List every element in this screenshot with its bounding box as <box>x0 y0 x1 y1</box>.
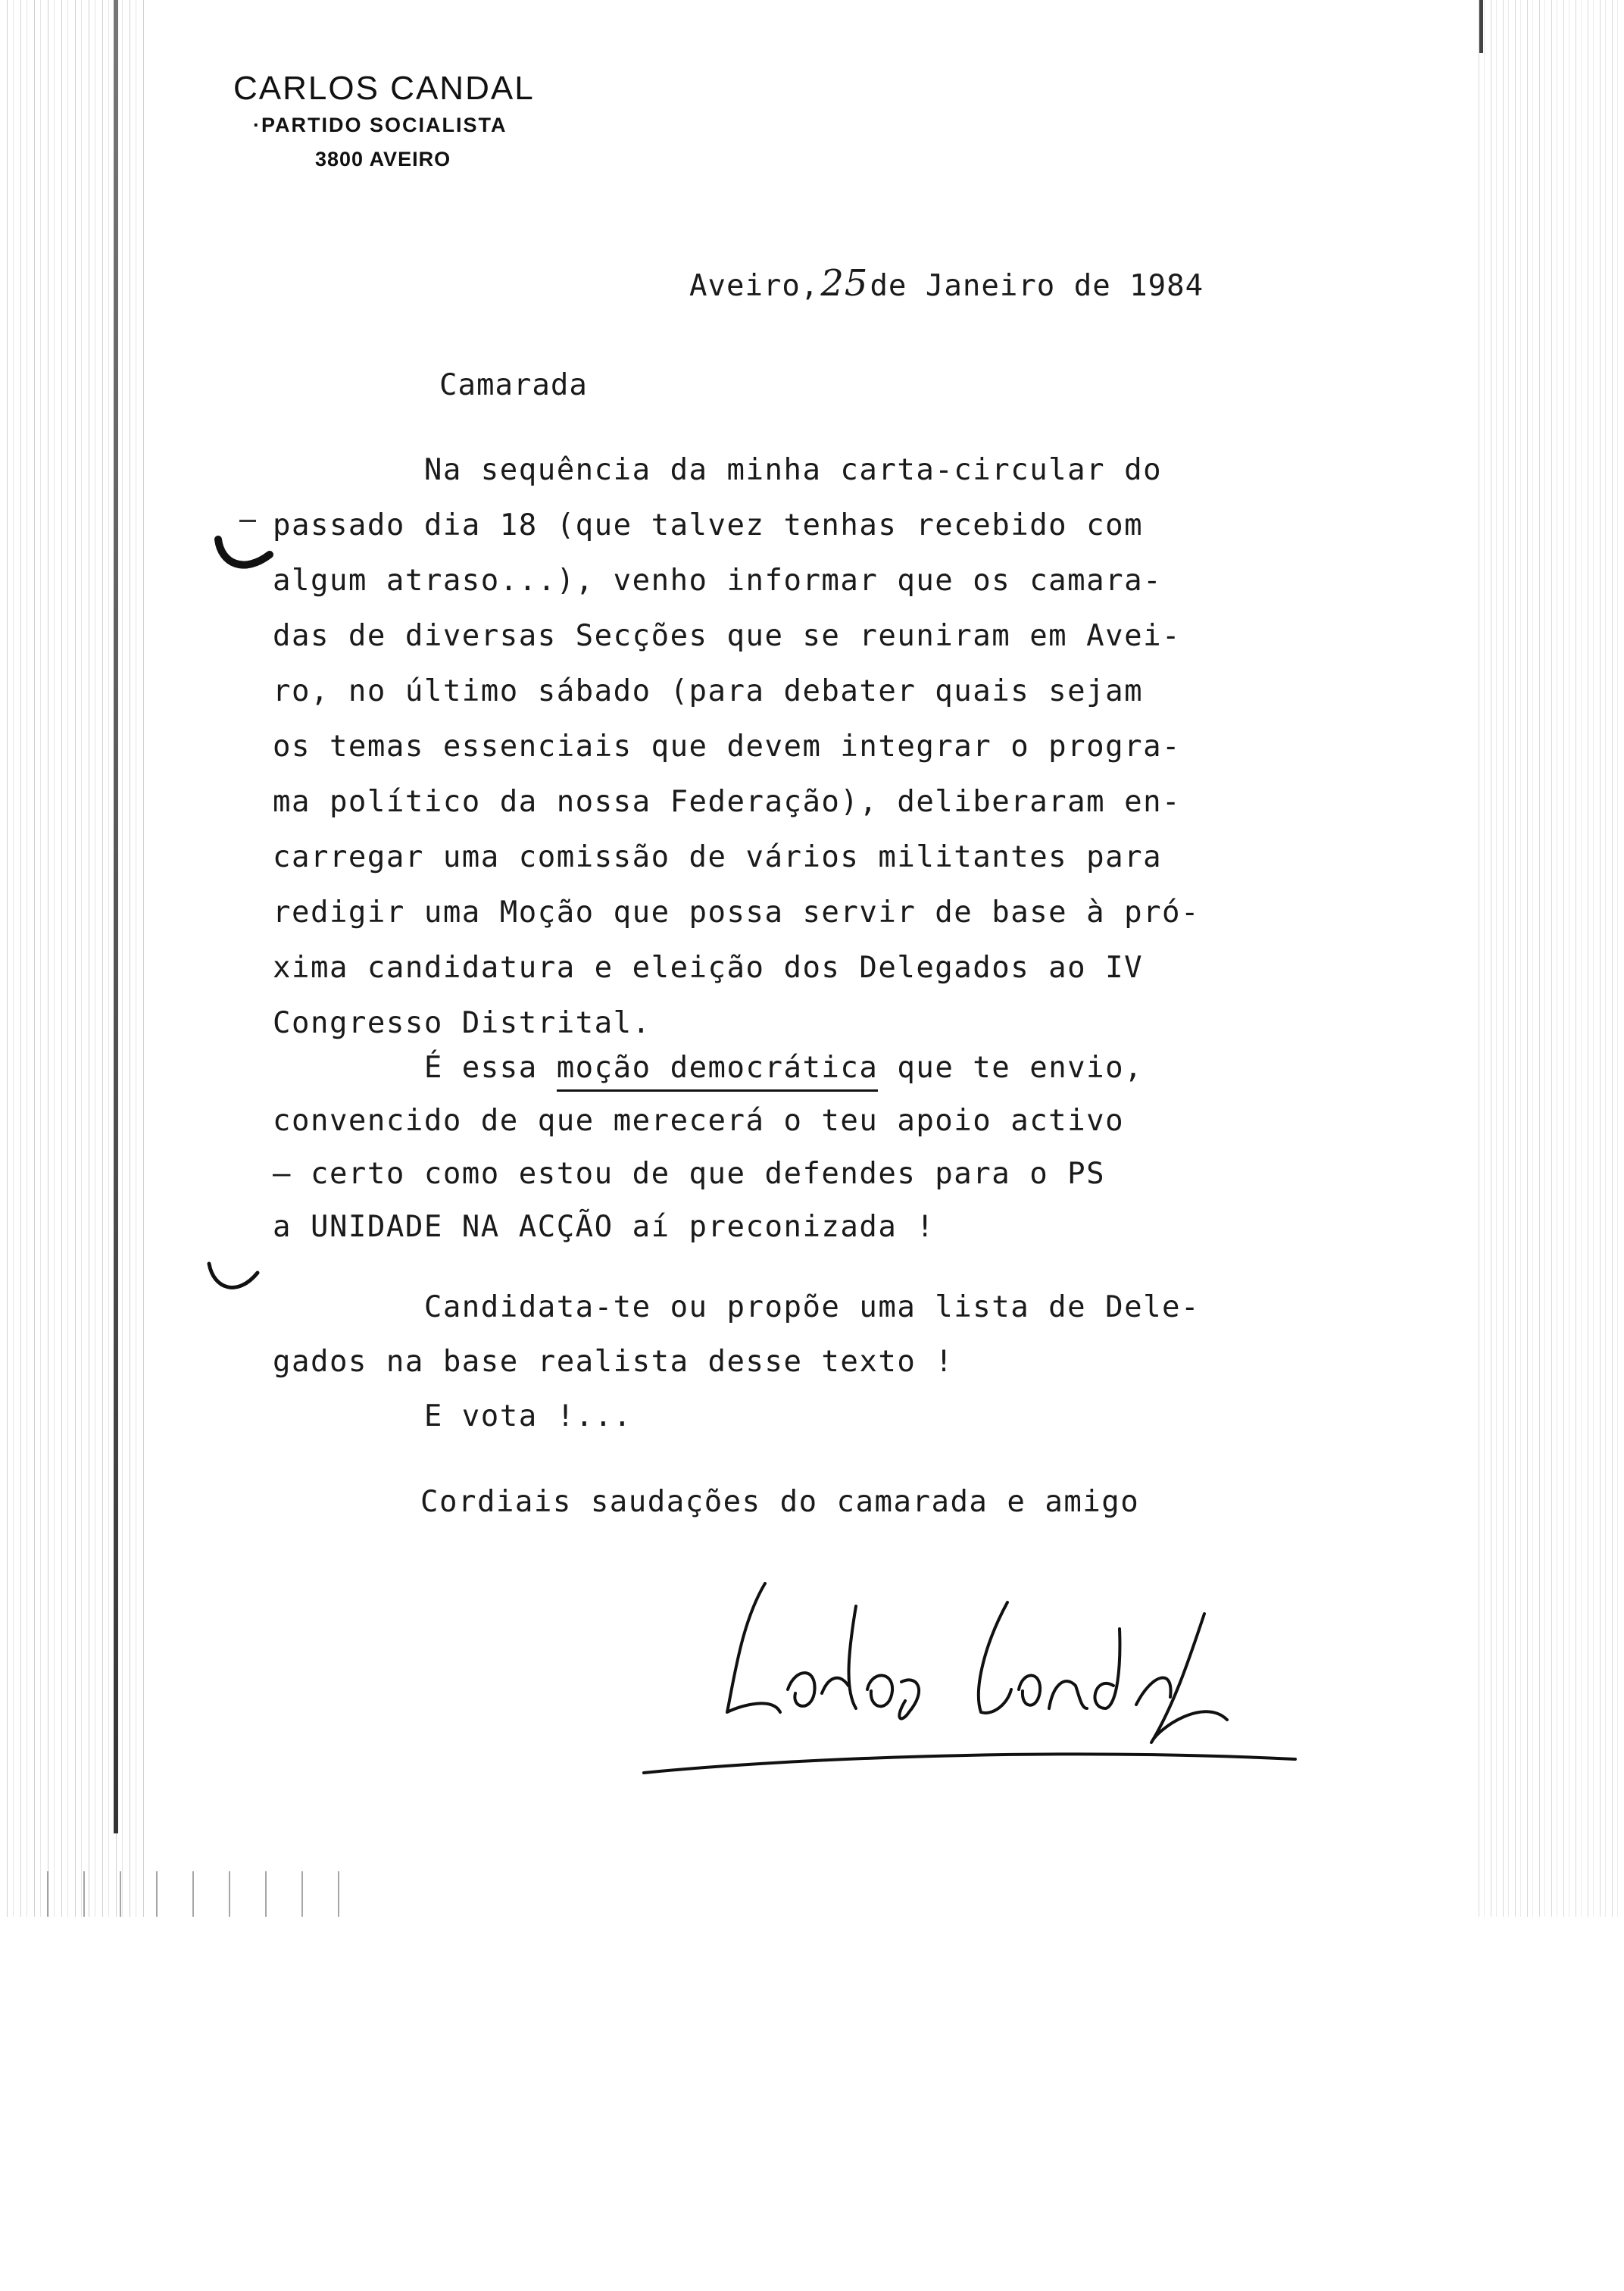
text-line: ro, no último sábado (para debater quais sejam <box>273 674 1144 708</box>
salutation: Camarada <box>439 368 588 402</box>
text-line: E vota !... <box>273 1399 632 1433</box>
dateline-rest: de Janeiro de 1984 <box>870 269 1204 303</box>
letterhead-name: CARLOS CANDAL <box>233 70 535 107</box>
text-line: Congresso Distrital. <box>273 1006 651 1040</box>
scan-edge-right <box>1473 0 1624 1917</box>
dateline-place: Aveiro, <box>689 269 820 303</box>
scan-edge-left-bottom <box>30 1871 364 1917</box>
scan-edge-left-line <box>114 0 118 1833</box>
text-line: passado dia 18 (que talvez tenhas recebido com <box>273 508 1144 542</box>
letterhead-city: 3800 AVEIRO <box>315 148 451 170</box>
scan-edge-left <box>0 0 144 1917</box>
margin-tick-mark-icon <box>205 1258 265 1303</box>
text-segment: que te envio, <box>878 1051 1144 1085</box>
paragraph-2 <box>273 1042 1379 1254</box>
text-segment: É essa <box>273 1051 557 1085</box>
letterhead <box>233 70 535 171</box>
text-line: Na sequência da minha carta-circular do <box>273 453 1163 487</box>
text-line: redigir uma Moção que possa servir de base à pró- <box>273 895 1201 930</box>
underlined-phrase: moção democrática <box>557 1051 879 1092</box>
dateline-day-handwritten: 25 <box>820 262 869 305</box>
scan-edge-right-line <box>1479 0 1483 53</box>
paragraph-3 <box>273 1280 1379 1444</box>
margin-dash <box>239 520 256 522</box>
margin-tick-mark-icon <box>214 533 274 579</box>
closing: Cordiais saudações do camarada e amigo <box>420 1485 1140 1519</box>
text-line: gados na base realista desse texto ! <box>273 1345 954 1379</box>
handwritten-signature <box>629 1561 1310 1788</box>
text-line: convencido de que merecerá o teu apoio activo <box>273 1104 1125 1138</box>
text-line <box>273 1042 1379 1095</box>
dateline <box>689 262 1204 305</box>
text-line: Candidata-te ou propõe uma lista de Dele- <box>273 1290 1201 1324</box>
text-line: — certo como estou de que defendes para o PS <box>273 1157 1106 1191</box>
text-line: carregar uma comissão de vários militantes para <box>273 840 1163 874</box>
text-line: ma político da nossa Federação), deliberaram en- <box>273 785 1182 819</box>
letterhead-party: ·PARTIDO SOCIALISTA <box>253 114 508 136</box>
text-line: algum atraso...), venho informar que os camara- <box>273 564 1163 598</box>
text-line: os temas essenciais que devem integrar o progra- <box>273 730 1182 764</box>
text-line: xima candidatura e eleição dos Delegados ao IV <box>273 951 1144 985</box>
text-line: a UNIDADE NA ACÇÃO aí preconizada ! <box>273 1210 935 1244</box>
text-line: das de diversas Secções que se reuniram em Avei- <box>273 619 1182 653</box>
paragraph-1 <box>273 442 1379 1051</box>
